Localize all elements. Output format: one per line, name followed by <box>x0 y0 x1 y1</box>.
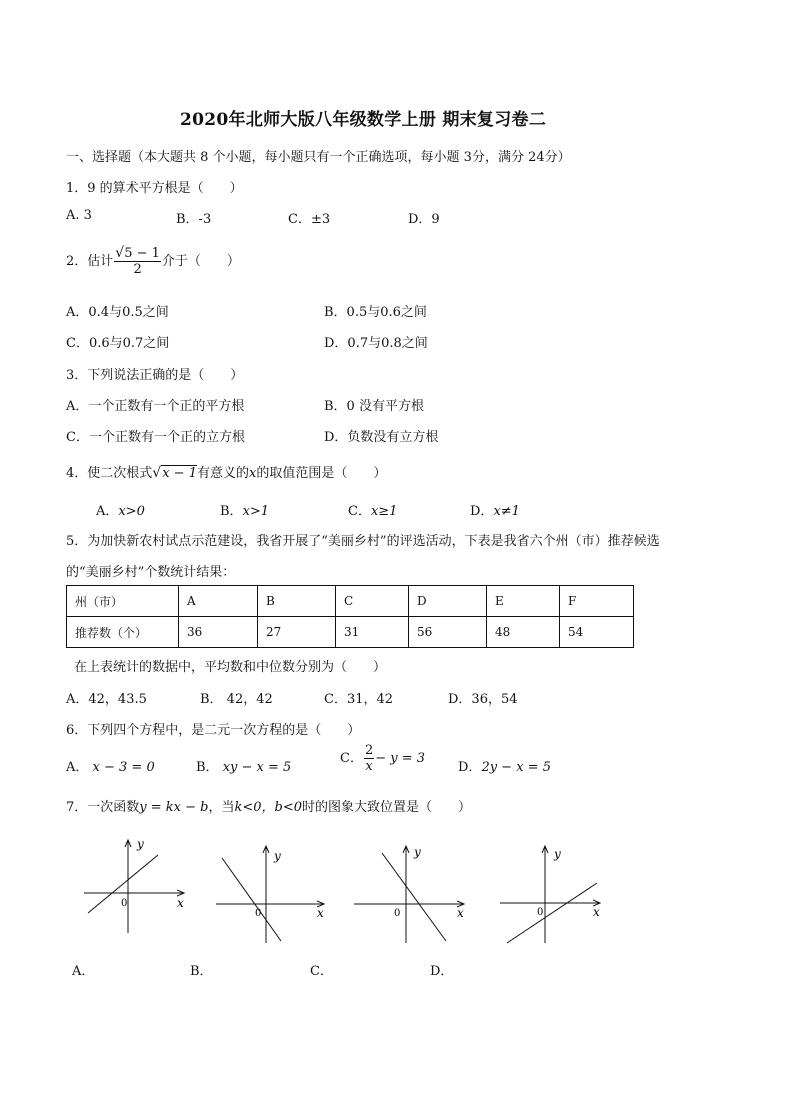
question-4-option-c: C．x≥1 <box>348 504 398 519</box>
question-4-option-d: D．x≠1 <box>470 504 520 519</box>
graph-b <box>216 846 324 943</box>
question-5-stem: 在上表统计的数据中，平均数和中位数分别为（ ） <box>74 660 387 675</box>
page-title: 2020年北师大版八年级数学上册 期末复习卷二 <box>180 110 547 130</box>
table-header-cell: E <box>487 586 560 617</box>
question-3-option-d: D．负数没有立方根 <box>324 430 439 445</box>
question-2-frac-num: 5 − 1 <box>124 246 160 261</box>
question-5-option-b: B． 42，42 <box>200 692 273 707</box>
question-1-option-c: C．±3 <box>288 212 331 227</box>
graph-a <box>84 837 184 933</box>
graph-label-a: A． <box>72 964 95 979</box>
question-2-option-b: B．0.5与0.6之间 <box>324 305 427 320</box>
question-3-option-c: C．一个正数有一个正的立方根 <box>66 430 245 445</box>
question-4-radicand: x − 1 <box>162 466 197 481</box>
question-2-prefix: 2．估计 <box>66 254 114 269</box>
question-6-option-c: C． $\frac{2}{x}$ − y = 3 <box>340 743 426 774</box>
question-5-option-a: A．42，43.5 <box>66 692 147 707</box>
question-2-suffix: 介于（ ） <box>161 254 240 269</box>
question-3-option-a: A．一个正数有一个正的平方根 <box>66 399 245 414</box>
table-cell: 36 <box>179 617 258 648</box>
table-header-cell: F <box>560 586 634 617</box>
question-6-option-b: B． xy − x = 5 <box>196 760 292 775</box>
question-5-option-c: C．31，42 <box>324 692 394 707</box>
table-header-cell: C <box>336 586 409 617</box>
question-4-prefix: 4．使二次根式 <box>66 466 153 481</box>
svg-text:0: 0 <box>537 907 544 918</box>
graph-d <box>500 846 600 943</box>
table-cell: 27 <box>258 617 336 648</box>
table-header-cell: 州（市） <box>67 586 179 617</box>
table-row <box>67 617 634 648</box>
svg-text:x: x <box>177 896 184 910</box>
table-cell: 54 <box>560 617 634 648</box>
section-heading: 一、选择题（本大题共 8 个小题，每小题只有一个正确选项，每小题 3分，满分 24分） <box>66 150 571 165</box>
question-6-option-d: D．2y − x = 5 <box>458 760 551 775</box>
question-2-option-a: A．0.4与0.5之间 <box>66 305 169 320</box>
table-row <box>67 586 634 617</box>
question-1-option-a: A. 3 <box>66 208 92 223</box>
question-4-var: x <box>248 466 257 481</box>
question-1-option-b: B．-3 <box>176 212 212 227</box>
svg-text:x: x <box>593 905 600 919</box>
question-7-graphs <box>0 830 790 950</box>
question-2-option-d: D．0.7与0.8之间 <box>324 336 428 351</box>
graph-label-d: D． <box>430 964 454 979</box>
question-6-stem: 6．下列四个方程中，是二元一次方程的是（ ） <box>66 723 361 738</box>
svg-text:0: 0 <box>121 898 128 909</box>
svg-text:0: 0 <box>394 908 401 919</box>
question-2-stem <box>66 246 240 277</box>
sqrt-symbol: √ <box>152 465 162 481</box>
question-4-suffix: 的取值范围是（ ） <box>256 466 387 481</box>
table-cell: 48 <box>487 617 560 648</box>
question-2-fraction <box>114 246 161 277</box>
graph-label-c: C． <box>310 964 333 979</box>
question-3-stem: 3．下列说法正确的是（ ） <box>66 368 244 383</box>
table-cell: 31 <box>336 617 409 648</box>
svg-text:y: y <box>137 837 144 851</box>
question-2-option-c: C．0.6与0.7之间 <box>66 336 170 351</box>
question-6-option-a: A． x − 3 = 0 <box>66 760 155 775</box>
table-header-cell: A <box>179 586 258 617</box>
svg-text:x: x <box>457 906 464 920</box>
question-1-stem: 1．9 的算术平方根是（ ） <box>66 181 243 196</box>
question-5-line-2: 的“美丽乡村”个数统计结果： <box>66 565 236 580</box>
table-header-cell: B <box>258 586 336 617</box>
question-5-option-d: D．36，54 <box>448 692 518 707</box>
table-header-cell: D <box>409 586 487 617</box>
question-4-stem <box>66 462 386 481</box>
question-3-option-b: B．0 没有平方根 <box>324 399 424 414</box>
svg-text:x: x <box>317 906 324 920</box>
svg-text:y: y <box>554 847 561 861</box>
graph-c <box>354 845 464 943</box>
svg-text:y: y <box>414 845 421 859</box>
question-4-option-b: B．x>1 <box>220 504 270 519</box>
graph-label-b: B． <box>190 964 213 979</box>
question-1-option-d: D．9 <box>408 212 440 227</box>
sqrt-symbol: √ <box>115 245 125 261</box>
table-cell: 56 <box>409 617 487 648</box>
question-4-mid: 有意义的 <box>196 466 249 481</box>
question-2-frac-den: 2 <box>133 262 142 277</box>
question-5-line-1: 5．为加快新农村试点示范建设，我省开展了“美丽乡村”的评选活动，下表是我省六个州（市）推荐候选 <box>66 534 660 549</box>
svg-text:0: 0 <box>255 908 262 919</box>
svg-text:y: y <box>274 849 281 863</box>
question-4-option-a: A．x>0 <box>96 504 145 519</box>
question-7-stem: 7．一次函数y = kx − b，当k<0，b<0时的图象大致位置是（ ） <box>66 800 472 815</box>
table-cell: 推荐数（个） <box>67 617 179 648</box>
data-table <box>66 585 634 648</box>
